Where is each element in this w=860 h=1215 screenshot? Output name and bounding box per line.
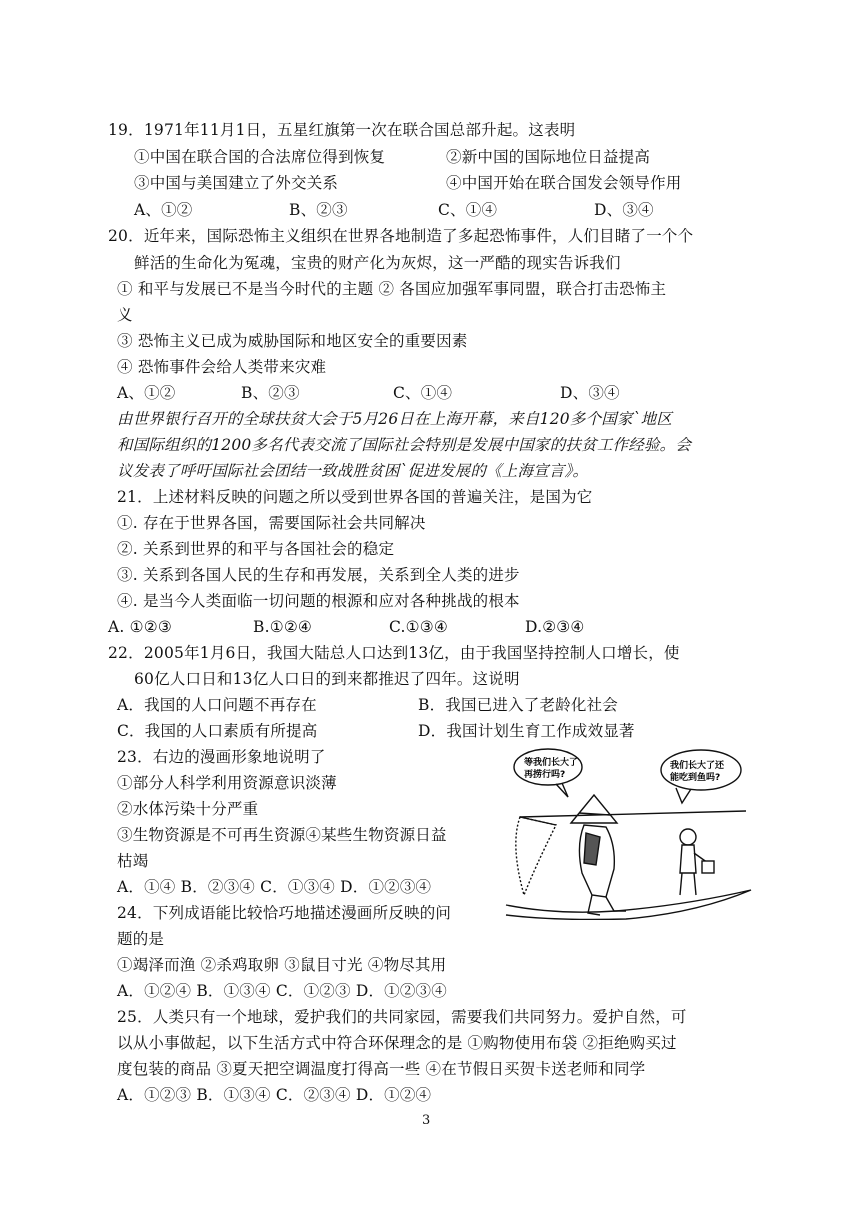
q21-option-1: ①. 存在于世界各国，需要国际社会共同解决 <box>117 514 426 532</box>
q20-stem-1: 20．近年来，国际恐怖主义组织在世界各地制造了多起恐怖事件，人们目睹了一个个 <box>108 227 694 245</box>
q24-stem-2: 题的是 <box>117 930 165 948</box>
q25-stem-1: 25．人类只有一个地球，爱护我们的共同家园，需要我们共同努力。爱护自然，可 <box>117 1008 687 1026</box>
q20-option-1-wrap: 义 <box>117 306 133 324</box>
q21-option-4: ④. 是当今人类面临一切问题的根源和应对各种挑战的根本 <box>117 592 520 610</box>
q22-stem-1: 22．2005年1月6日，我国大陆总人口达到13亿，由于我国坚持控制人口增长，使 <box>108 644 680 662</box>
q24-stem-1: 24．下列成语能比较恰巧地描述漫画所反映的问 <box>117 904 452 922</box>
q24-choices: A．①②④ B．①③④ C．①②③ D．①②③④ <box>117 982 447 1000</box>
q22-choice-c: C．我国的人口素质有所提高 <box>117 722 318 740</box>
material-line-3: 议发表了呼吁国际社会团结一致战胜贫困`促进发展的《上海宣言》。 <box>117 462 589 480</box>
q20-option-4: ④ 恐怖事件会给人类带来灾难 <box>117 358 327 376</box>
bubble-2-line-1: 我们长大了还 <box>670 761 725 771</box>
q20-option-3: ③ 恐怖主义已成为威胁国际和地区安全的重要因素 <box>117 332 468 350</box>
q19-stem: 19．1971年11月1日，五星红旗第一次在联合国总部升起。这表明 <box>108 121 576 139</box>
q23-option-3-4: ③生物资源是不可再生资源④某些生物资源日益 <box>117 826 447 844</box>
q21-option-2: ②. 关系到世界的和平与各国社会的稳定 <box>117 540 395 558</box>
q20-choice-b: B、②③ <box>241 384 300 402</box>
q20-choice-c: C、①④ <box>393 384 453 402</box>
q19-option-2: ②新中国的国际地位日益提高 <box>446 148 651 166</box>
q19-option-1: ①中国在联合国的合法席位得到恢复 <box>134 148 386 166</box>
q22-choice-d: D．我国计划生育工作成效显著 <box>418 722 635 740</box>
bubble-1-line-2: 再捞行吗? <box>524 770 566 780</box>
q21-option-3: ③. 关系到各国人民的生存和再发展，关系到全人类的进步 <box>117 566 520 584</box>
q23-option-2: ②水体污染十分严重 <box>117 800 259 818</box>
q20-choice-a: A、①② <box>117 384 176 402</box>
q19-option-4: ④中国开始在联合国发会领导作用 <box>446 174 682 192</box>
q19-choice-c: C、①④ <box>438 201 498 219</box>
bubble-1-line-1: 等我们长大了 <box>524 758 579 768</box>
q19-choice-d: D、③④ <box>594 201 654 219</box>
q21-stem: 21．上述材料反映的问题之所以受到世界各国的普遍关注，是国为它 <box>117 488 593 506</box>
q25-stem-3: 度包装的商品 ③夏天把空调温度打得高一些 ④在节假日买贺卡送老师和同学 <box>117 1060 646 1078</box>
q23-option-4-wrap: 枯竭 <box>117 852 149 870</box>
q23-option-1: ①部分人科学利用资源意识淡薄 <box>117 774 337 792</box>
page-number: 3 <box>422 1113 431 1128</box>
bubble-2-line-2: 能吃到鱼吗? <box>670 773 721 783</box>
fishing-cartoon-illustration <box>496 745 756 920</box>
q21-choice-d: D.②③④ <box>525 618 585 636</box>
material-line-1: 由世界银行召开的全球扶贫大会于5月26日在上海开幕，来自120多个国家`地区 <box>117 410 673 428</box>
q22-stem-2: 60亿人口日和13亿人口日的到来都推迟了四年。这说明 <box>134 670 520 688</box>
q21-choice-b: B.①②④ <box>253 618 313 636</box>
q19-choice-b: B、②③ <box>289 201 348 219</box>
q23-stem: 23．右边的漫画形象地说明了 <box>117 748 326 766</box>
q25-stem-2: 以从小事做起，以下生活方式中符合环保理念的是 ①购物使用布袋 ②拒绝购买过 <box>117 1034 677 1052</box>
q23-choices: A．①④ B．②③④ C．①③④ D．①②③④ <box>117 878 432 896</box>
q24-options: ①竭泽而渔 ②杀鸡取卵 ③鼠目寸光 ④物尽其用 <box>117 956 447 974</box>
q20-stem-2: 鲜活的生命化为冤魂，宝贵的财产化为灰烬，这一严酷的现实告诉我们 <box>134 254 621 272</box>
q19-option-3: ③中国与美国建立了外交关系 <box>134 174 339 192</box>
material-line-2: 和国际组织的1200多名代表交流了国际社会特别是发展中国家的扶贫工作经验。会 <box>117 436 692 454</box>
q22-choice-b: B．我国已进入了老龄化社会 <box>418 696 618 714</box>
q19-choice-a: A、①② <box>134 201 193 219</box>
q22-choice-a: A．我国的人口问题不再存在 <box>117 696 317 714</box>
q20-choice-d: D、③④ <box>560 384 620 402</box>
q25-choices: A．①②③ B．①③④ C．②③④ D．①②④ <box>117 1086 432 1104</box>
q20-option-1: ① 和平与发展已不是当今时代的主题 ② 各国应加强军事同盟，联合打击恐怖主 <box>117 280 667 298</box>
q21-choice-a: A. ①②③ <box>108 618 172 636</box>
q21-choice-c: C.①③④ <box>389 618 448 636</box>
